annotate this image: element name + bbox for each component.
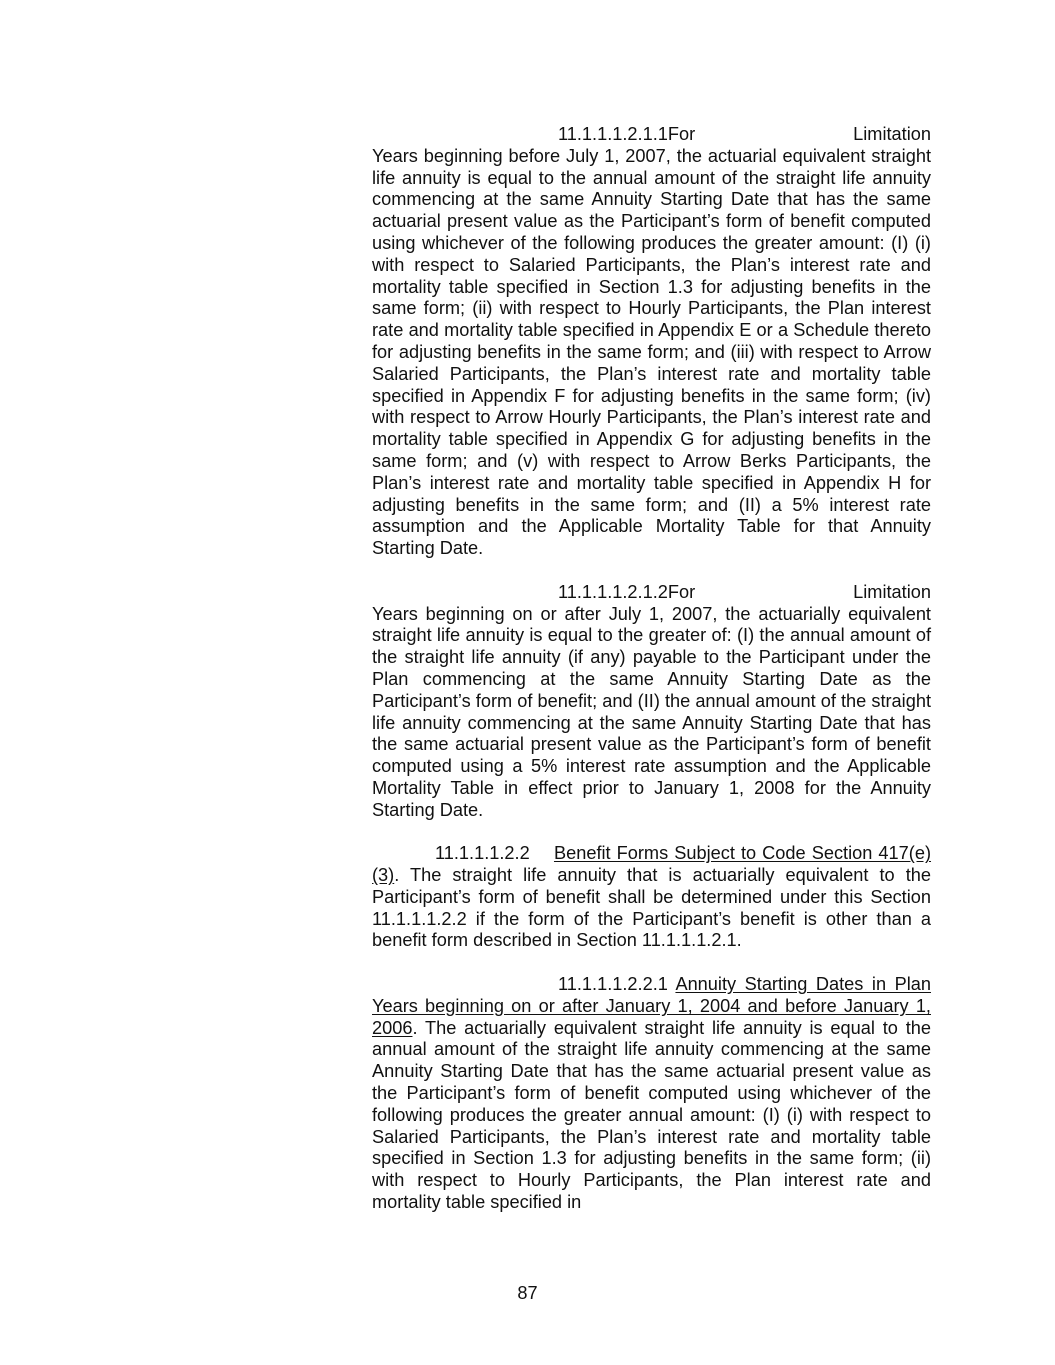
body-text bbox=[372, 124, 931, 1236]
section-number: 11.1.1.1.2.1.2 bbox=[558, 581, 668, 602]
section-lead: For Limitation Years bbox=[372, 124, 931, 166]
section-lead: For Limitation Years bbox=[372, 581, 931, 624]
section-heading: Benefit Forms Subject to Code Section 417(e)(3) bbox=[372, 843, 932, 886]
section-11-1-1-1-2-1-1 bbox=[372, 124, 931, 560]
section-heading: Annuity Starting Dates in Plan Years beginning on or after January 1, 2004 and before January 1, 2006 bbox=[372, 974, 931, 1038]
section-11-1-1-1-2-1-2 bbox=[372, 582, 931, 822]
page-number: 87 bbox=[517, 1283, 538, 1303]
section-body: . The actuarially equivalent straight life annuity is equal to the annual amount of the straight life annuity commencing at the same Annuity Starting Date that has the same actuarial present value as the Participant’s form of benefit computed using whichever of the following produces the greater annual amount: (I) (i) with respect to Salaried Participants, the Plan’s interest rate and mortality table specified in Section 1.3 for adjusting benefits in the same form; (ii) with respect to Hourly Participants, the Plan interest rate and mortality table specified in bbox=[372, 1017, 931, 1213]
section-number: 11.1.1.1.2.2 bbox=[435, 843, 530, 864]
section-11-1-1-1-2-2 bbox=[372, 843, 931, 952]
section-body: beginning before July 1, 2007, the actuarial equivalent straight life annuity is equal to the annual amount of the straight life annuity commencing at the same Annuity Starting Date that has the same actuarial present value as the Participant’s form of benefit computed using whichever of the following produces the greater amount: (I) (i) with respect to Salaried Participants, the Plan’s interest rate and mortality table specified in Section 1.3 for adjusting benefits in the same form; (ii) with respect to Hourly Participants, the Plan interest rate and mortality table specified in Appendix E or a Schedule thereto for adjusting benefits in the same form; and (iii) with respect to Arrow Salaried Participants, the Plan’s interest rate and mortality table specified in Appendix F for adjusting benefits in the same form; (iv) with respect to Arrow Hourly Participants, the Plan’s interest rate and mortality table specified in Appendix G for adjusting benefits in the same form; and (v) with respect to Arrow Berks Participants, the Plan’s interest rate and mortality table specified in Appendix H for adjusting benefits in the same form; and (II) a 5% interest rate assumption and the Applicable Mortality Table for that Annuity Starting Date. bbox=[372, 145, 931, 559]
section-body: beginning on or after July 1, 2007, the actuarially equivalent straight life annuity is equal to the greater of: (I) the annual amount of the straight life annuity (if any) payable to the Participant under the Plan commencing at the same Annuity Starting Date as the Participant’s form of benefit; and (II) the annual amount of the straight life annuity commencing at the same Annuity Starting Date that has the same actuarial present value as the Participant’s form of benefit computed using a 5% interest rate assumption and the Applicable Mortality Table in effect prior to January 1, 2008 for the Annuity Starting Date. bbox=[372, 603, 931, 820]
section-body: . The straight life annuity that is actuarially equivalent to the Participant’s form of benefit shall be determined under this Section 11.1.1.1.2.2 if the form of the Participant’s benefit is other than a benefit form described in Section 11.1.1.1.2.1. bbox=[372, 865, 931, 951]
section-11-1-1-1-2-2-1 bbox=[372, 974, 931, 1214]
section-number: 11.1.1.1.2.1.1 bbox=[558, 124, 668, 144]
section-number: 11.1.1.1.2.2.1 bbox=[558, 974, 668, 995]
